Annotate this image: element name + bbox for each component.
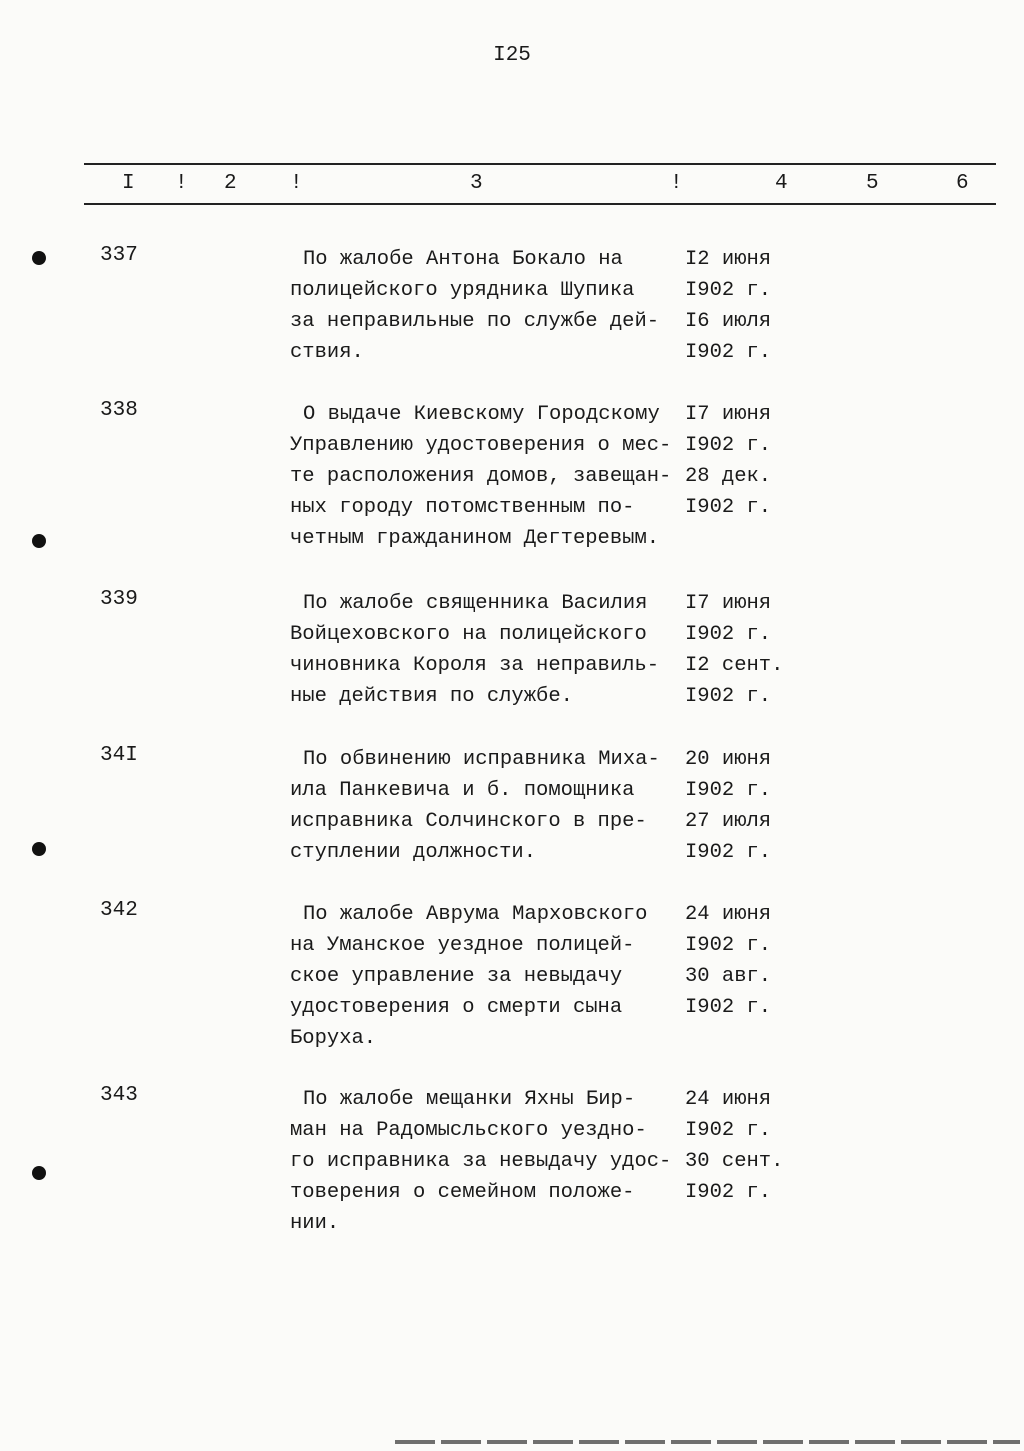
description-line: О выдаче Киевскому Городскому <box>303 403 660 426</box>
description-line: По жалобе Аврума Марховского <box>303 903 648 926</box>
page-number: I25 <box>493 44 531 67</box>
column-header-6: 6 <box>956 172 969 195</box>
punch-hole <box>32 251 46 265</box>
description-line: ила Панкевича и б. помощника <box>290 779 635 802</box>
description-line: По жалобе Антона Бокало на <box>303 248 623 271</box>
entry-dates <box>685 1084 783 1208</box>
date-line: I2 сент. <box>685 654 784 677</box>
column-separator: ! <box>290 172 303 195</box>
description-line: исправника Солчинского в пре- <box>290 810 647 833</box>
description-line: ных городу потомственным по- <box>290 496 635 519</box>
entry-description <box>290 588 690 712</box>
date-line: I902 г. <box>685 841 772 864</box>
date-line: I902 г. <box>685 496 772 519</box>
date-line: I902 г. <box>685 934 772 957</box>
entry-description <box>290 399 690 554</box>
entry-number: 343 <box>100 1084 138 1107</box>
bottom-edge-marks <box>395 1440 1020 1444</box>
description-line: ные действия по службе. <box>290 685 573 708</box>
description-line: ское управление за невыдачу <box>290 965 623 988</box>
entry-number: 337 <box>100 244 138 267</box>
description-line: Боруха. <box>290 1027 377 1050</box>
column-header-1: I <box>122 172 135 195</box>
description-line: го исправника за невыдачу удос- <box>290 1150 672 1173</box>
entry-number: 338 <box>100 399 138 422</box>
entry-description <box>290 899 690 1054</box>
column-header-2: 2 <box>224 172 237 195</box>
date-line: 24 июня <box>685 1088 772 1111</box>
description-line: По жалобе мещанки Яхны Бир- <box>303 1088 636 1111</box>
description-line: товерения о семейном положе- <box>290 1181 635 1204</box>
date-line: I902 г. <box>685 279 772 302</box>
description-line: на Уманское уездное полицей- <box>290 934 635 957</box>
date-line: I7 июня <box>685 403 772 426</box>
entry-description <box>290 744 690 868</box>
description-line: По обвинению исправника Миха- <box>303 748 660 771</box>
date-line: I902 г. <box>685 996 772 1019</box>
column-header-4: 4 <box>775 172 788 195</box>
date-line: 28 дек. <box>685 465 772 488</box>
description-line: ман на Радомысльского уездно- <box>290 1119 647 1142</box>
description-line: По жалобе священника Василия <box>303 592 648 615</box>
date-line: 30 авг. <box>685 965 772 988</box>
column-separator: ! <box>670 172 683 195</box>
entry-dates <box>685 744 771 868</box>
column-header-3: 3 <box>470 172 483 195</box>
description-line: те расположения домов, завещан- <box>290 465 672 488</box>
date-line: I902 г. <box>685 623 772 646</box>
column-header-5: 5 <box>866 172 879 195</box>
date-line: I902 г. <box>685 685 772 708</box>
entry-number: 342 <box>100 899 138 922</box>
description-line: полицейского урядника Шупика <box>290 279 635 302</box>
description-line: четным гражданином Дегтеревым. <box>290 527 660 550</box>
date-line: I902 г. <box>685 341 772 364</box>
entry-dates <box>685 244 771 368</box>
header-bottom-rule <box>84 203 996 205</box>
date-line: I902 г. <box>685 1181 772 1204</box>
date-line: I902 г. <box>685 434 772 457</box>
date-line: I902 г. <box>685 779 772 802</box>
column-separator: ! <box>175 172 188 195</box>
date-line: I2 июня <box>685 248 772 271</box>
entry-dates <box>685 399 771 523</box>
description-line: нии. <box>290 1212 340 1235</box>
description-line: удостоверения о смерти сына <box>290 996 623 1019</box>
description-line: Управлению удостоверения о мес- <box>290 434 672 457</box>
description-line: ступлении должности. <box>290 841 537 864</box>
punch-hole <box>32 1166 46 1180</box>
punch-hole <box>32 842 46 856</box>
date-line: I6 июля <box>685 310 772 333</box>
entry-dates <box>685 588 783 712</box>
date-line: 27 июля <box>685 810 772 833</box>
date-line: 30 сент. <box>685 1150 784 1173</box>
date-line: I902 г. <box>685 1119 772 1142</box>
date-line: 24 июня <box>685 903 772 926</box>
entry-description <box>290 1084 690 1239</box>
punch-hole <box>32 534 46 548</box>
entry-description <box>290 244 690 368</box>
description-line: за неправильные по службе дей- <box>290 310 660 333</box>
date-line: I7 июня <box>685 592 772 615</box>
entry-number: 34I <box>100 744 138 767</box>
description-line: ствия. <box>290 341 364 364</box>
entry-number: 339 <box>100 588 138 611</box>
date-line: 20 июня <box>685 748 772 771</box>
header-top-rule <box>84 163 996 165</box>
description-line: чиновника Короля за неправиль- <box>290 654 660 677</box>
entry-dates <box>685 899 771 1023</box>
description-line: Войцеховского на полицейского <box>290 623 647 646</box>
